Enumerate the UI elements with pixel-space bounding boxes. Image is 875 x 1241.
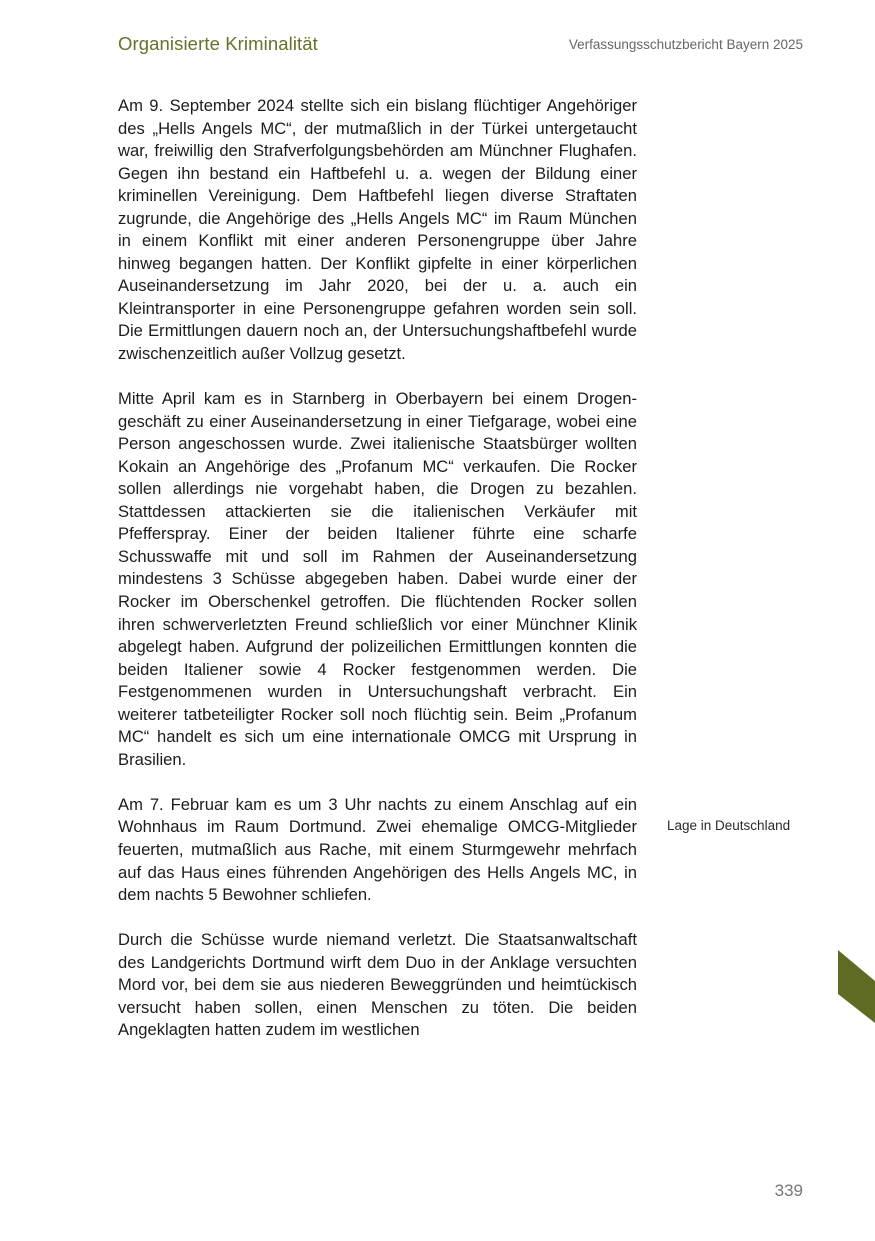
paragraph: Durch die Schüsse wurde niemand verletzt. Die Staatsanwaltschaft des Landgerichts Dortmund wirft dem Duo in der Anklage versuchten Mord vor, bei dem sie aus niederen Beweggründen und heimtückisch versucht haben sollen, einen Menschen zu töten. Die beiden Angeklagten hatten zudem im westlichen [118, 930, 637, 1040]
report-title: Verfassungsschutzbericht Bayern 2025 [568, 37, 803, 52]
section-title: Organisierte Kriminalität [118, 33, 318, 54]
paragraph: Mitte April kam es in Starnberg in Oberbayern bei einem Drogengeschäft zu einer Auseinandersetzung in einer Tiefgarage, wobei eine Person angeschossen wurde. Zwei italienische Staatsbürger wollten Kokain an Angehörige des „Profanum MC“ verkaufen. Die Rocker sollen allerdings nie vorgehabt haben, die Drogen zu bezahlen. Stattdessen attackierten sie die italienischen Verkäufer mit Pfefferspray. Einer der beiden Italiener führte eine scharfe Schusswaffe mit und soll im Rahmen der Auseinandersetzung mindestens 3 Schüsse abgegeben haben. Dabei wurde einer der Rocker im Oberschenkel getroffen. Die flüchtenden Rocker sollen ihren schwerverletzten Freund schließlich vor einer Münchner Klinik abgelegt haben. Aufgrund der polizeilichen Ermittlungen konnten die beiden Italiener sowie 4 Rocker festgenommen werden. Die Festgenommenen wurden in Untersuchungshaft verbracht. Ein weiterer tatbeteiligter Rocker soll noch flüchtig sein. Beim „Profanum MC“ handelt es sich um eine internationale OMCG mit Ursprung in Brasilien. [118, 389, 637, 769]
body-text [118, 95, 637, 1042]
marginal-note: Lage in Deutschland [667, 818, 791, 833]
page-number: 339 [774, 1181, 803, 1200]
paragraph: Am 7. Februar kam es um 3 Uhr nachts zu einem Anschlag auf ein Wohnhaus im Raum Dortmund. Zwei ehemalige OMCG-Mitglieder feuerten, mutmaßlich aus Rache, mit einem Sturmgewehr mehrfach auf das Haus eines führenden Angehörigen des Hells Angels MC, in dem nachts 5 Bewohner schliefen. [118, 794, 637, 905]
paragraph: Am 9. September 2024 stellte sich ein bislang flüchtiger Angehöriger des „Hells Angels MC“, der mutmaßlich in der Türkei untergetaucht war, freiwillig den Strafverfolgungsbehörden am Münchner Flughafen. Gegen ihn bestand ein Haftbefehl u. a. wegen der Bildung einer kriminellen Vereinigung. Dem Haftbefehl liegen diverse Straftaten zugrunde, die Angehörige des „Hells Angels MC“ im Raum München in einem Konflikt mit einer anderen Personengruppe über Jahre hinweg begangen hatten. Der Konflikt gipfelte in einer körperlichen Auseinandersetzung im Jahr 2020, bei der u. a. auch ein Kleintransporter in eine Personengruppe gefahren worden sein soll. Die Ermittlungen dauern noch an, der Untersuchungshaftbefehl wurde zwischenzeitlich außer Vollzug gesetzt. [118, 96, 637, 364]
chapter-tab-marker [838, 950, 875, 1023]
